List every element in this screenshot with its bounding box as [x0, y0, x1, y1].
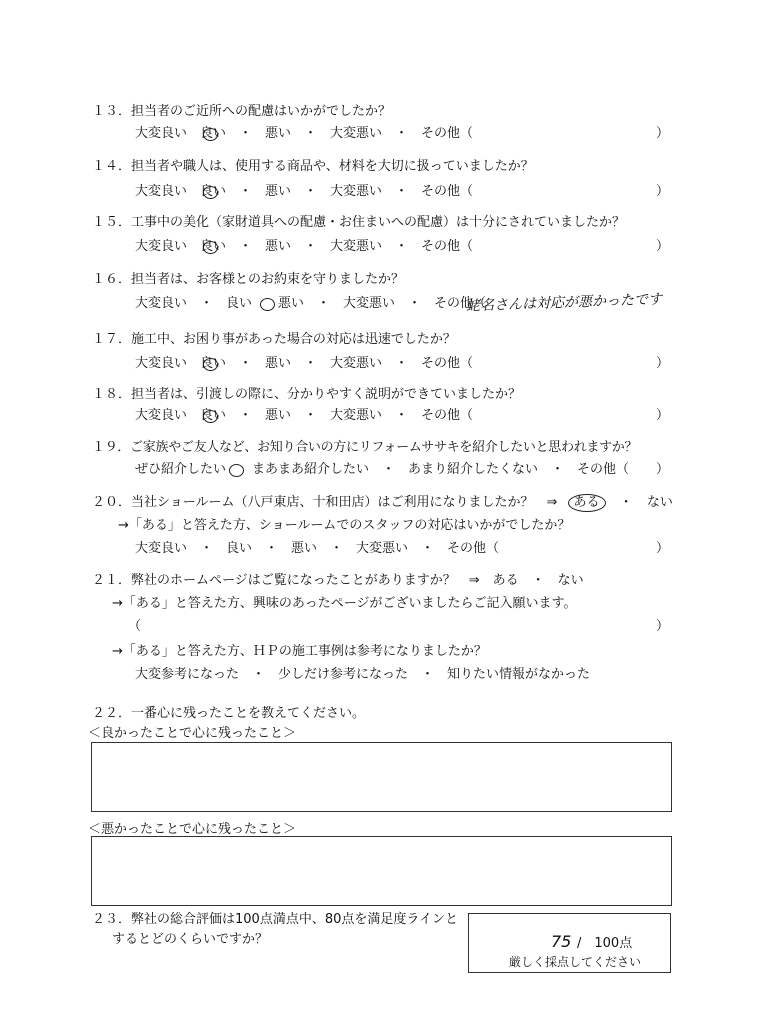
paren-close-18: ）: [656, 408, 670, 423]
q21-follow-up-2: →「ある」と答えた方、ＨＰの施工事例は参考になりましたか？: [112, 644, 487, 659]
bad-memory-box[interactable]: [91, 836, 672, 906]
selected-circle-19: [229, 464, 244, 477]
options-13: 大変良い 良い ・ 悪い ・ 大変悪い ・ その他（: [135, 126, 474, 141]
question-14: １４．担当者や職人は、使用する商品や、材料を大切に扱っていましたか？: [92, 159, 534, 174]
good-memory-label: ＜良かったことで心に残ったこと＞: [88, 726, 297, 741]
question-13: １３．担当者のご近所への配慮はいかがでしたか？: [92, 104, 392, 119]
options-20: 大変良い ・ 良い ・ 悪い ・ 大変悪い ・ その他（: [135, 541, 500, 556]
options-16: 大変良い ・ 良い 悪い ・ 大変悪い ・ その他（: [135, 296, 487, 311]
question-20: [92, 494, 673, 512]
options-14: 大変良い 良い ・ 悪い ・ 大変悪い ・ その他（: [135, 184, 474, 199]
q20-follow-up: →「ある」と答えた方、ショールームでのスタッフの対応はいかがでしたか？: [118, 518, 571, 533]
question-18: １８．担当者は、引渡しの際に、分かりやすく説明ができていましたか？: [92, 387, 522, 402]
paren-close-17: ）: [656, 356, 670, 371]
question-22: ２２．一番心に残ったことを教えてください。: [92, 706, 366, 721]
score-box[interactable]: [468, 913, 671, 973]
paren-close-14: ）: [656, 184, 670, 199]
paren-close-13: ）: [656, 126, 670, 141]
question-20-text: ２０．当社ショールーム（八戸東店、十和田店）はご利用になりましたか？ ⇒: [92, 495, 558, 510]
question-17: １７．施工中、お困り事があった場合の対応は迅速でしたか？: [92, 332, 456, 347]
handwritten-score: 75: [551, 932, 572, 951]
bad-memory-label: ＜悪かったことで心に残ったこと＞: [88, 822, 297, 837]
question-19: １９．ご家族やご友人など、お知り合いの方にリフォームササキを紹介したいと思われますか？: [92, 440, 638, 455]
options-18: 大変良い 良い ・ 悪い ・ 大変悪い ・ その他（: [135, 408, 474, 423]
q20-separator: ・: [619, 495, 633, 510]
paren-close-19: ）: [656, 462, 670, 477]
q20-yes-circled: ある: [568, 494, 606, 512]
options-15: 大変良い 良い ・ 悪い ・ 大変悪い ・ その他（: [135, 239, 474, 254]
selected-circle-14: [203, 186, 218, 199]
question-15: １５．工事中の美化（家財道具への配慮・お住まいへの配慮）は十分にされていましたか？: [92, 215, 626, 230]
q21-follow-up-1: →「ある」と答えた方、興味のあったページがございましたらご記入願います。: [112, 596, 577, 611]
selected-circle-15: [203, 241, 218, 254]
selected-circle-13: [203, 128, 218, 141]
handwritten-comment-16: 蛯名さんは対応が悪かったです: [465, 291, 663, 315]
question-23-line-2: するとどのくらいですか？: [112, 932, 269, 947]
question-21: ２１．弊社のホームページはご覧になったことがありますか？ ⇒ ある ・ ない: [92, 573, 584, 588]
selected-circle-18: [203, 410, 218, 423]
options-17: 大変良い 良い ・ 悪い ・ 大変悪い ・ その他（: [135, 356, 474, 371]
q21-paren-open: （: [128, 619, 142, 634]
question-16: １６．担当者は、お客様とのお約束を守りましたか？: [92, 272, 405, 287]
q20-no: ない: [646, 495, 673, 510]
options-21: 大変参考になった ・ 少しだけ参考になった ・ 知りたい情報がなかった: [135, 667, 591, 682]
good-memory-box[interactable]: [91, 742, 672, 812]
score-note: 厳しく採点してください: [509, 955, 642, 969]
paren-close-20: ）: [656, 541, 670, 556]
selected-circle-16: [260, 298, 275, 311]
question-23-line-1: ２３．弊社の総合評価は100点満点中、80点を満足度ラインと: [92, 912, 458, 927]
paren-close-21: ）: [656, 619, 670, 634]
score-total: / 100点: [577, 936, 633, 951]
options-19: ぜひ紹介したい まあまあ紹介したい ・ あまり紹介したくない ・ その他（: [135, 462, 630, 477]
paren-close-15: ）: [656, 239, 670, 254]
selected-circle-17: [203, 358, 218, 371]
